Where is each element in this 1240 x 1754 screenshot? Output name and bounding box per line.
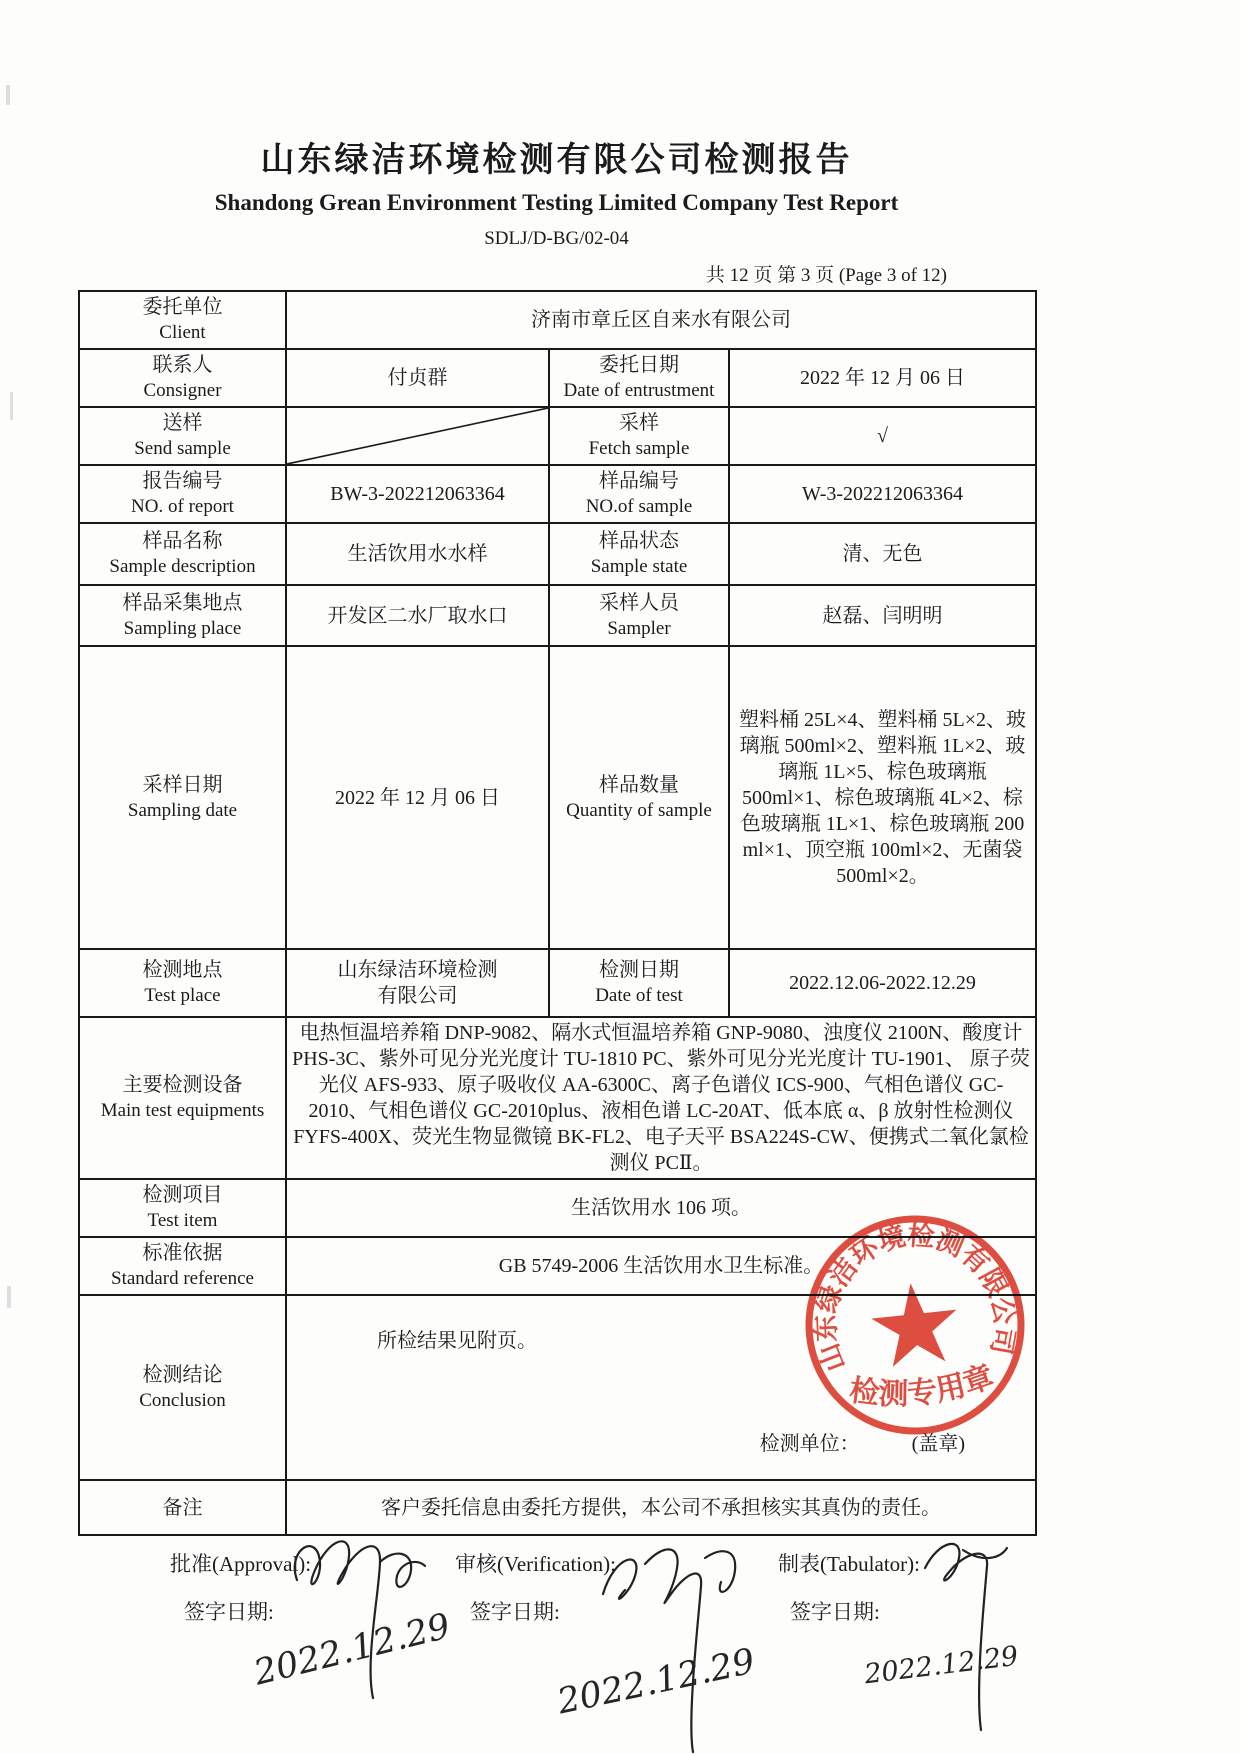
label-en: Test place xyxy=(144,985,221,1006)
sample-description-value: 生活饮用水水样 xyxy=(286,523,549,585)
verification-label: 审核(Verification): xyxy=(455,1552,616,1576)
standard-value: GB 5749-2006 生活饮用水卫生标准。 xyxy=(286,1237,1036,1295)
label-cn: 标准依据 xyxy=(142,1242,223,1264)
label-cn: 检测日期 xyxy=(599,959,679,981)
label-en: Sampling place xyxy=(123,617,242,639)
label-cn: 样品名称 xyxy=(142,530,223,552)
sample-quantity-label xyxy=(549,646,729,949)
label-en: NO.of sample xyxy=(585,496,693,517)
verification-sign-date-label: 签字日期: xyxy=(470,1600,560,1624)
tabulator-signature xyxy=(905,1522,1025,1737)
test-date-value: 2022.12.06-2022.12.29 xyxy=(729,949,1036,1017)
seal-company-name: 山东绿洁环境检测有限公司 xyxy=(810,1220,1020,1376)
sample-no-value: W-3-202212063364 xyxy=(729,465,1036,523)
conclusion-value: 所检结果见附页。 xyxy=(377,1330,537,1352)
entrustment-date-value: 2022 年 12 月 06 日 xyxy=(729,349,1036,407)
table-row xyxy=(79,349,1036,407)
tabulator-handwritten-date: 2022.12.29 xyxy=(862,1640,1020,1691)
seal-graphic xyxy=(789,1199,1042,1452)
label-cn: 检测地点 xyxy=(142,959,223,981)
label-en: Date of entrustment xyxy=(563,380,715,401)
table-row xyxy=(79,291,1036,349)
label-en: NO. of report xyxy=(131,496,234,517)
standard-label xyxy=(79,1237,286,1295)
conclusion-label xyxy=(79,1295,286,1480)
label-cn: 送样 xyxy=(162,412,203,434)
consigner-value: 付贞群 xyxy=(286,349,549,407)
test-place-line2: 有限公司 xyxy=(377,985,458,1007)
label-cn: 委托单位 xyxy=(142,296,223,318)
label-cn: 采样 xyxy=(619,412,659,434)
test-place-line1: 山东绿洁环境检测 xyxy=(337,959,498,981)
verification-signature xyxy=(585,1524,775,1754)
seal-hint: (盖章) xyxy=(911,1433,965,1455)
test-date-label xyxy=(549,949,729,1017)
verification-handwritten-date: 2022.12.29 xyxy=(554,1641,759,1723)
equipment-value: 电热恒温培养箱 DNP-9082、隔水式恒温培养箱 GNP-9080、浊度仪 2100N、酸度计 PHS-3C、紫外可见分光光度计 TU-1810 PC、紫外可见分光光度计 TU-1901、 原子荧光仪 AFS-933、原子吸收仪 AA-6300C、离子色谱仪 ICS-900、气相色谱仪 GC-2010、气相色谱仪 GC-2010plus、液相色谱 LC-20AT、低本底 α、β 放射性检测仪 FYFS-400X、荧光生物显微镜 BK-FL2、电子天平 BSA224S-CW、便携式二氧化氯检测仪 PCⅡ。 xyxy=(286,1017,1036,1179)
test-item-value: 生活饮用水 106 项。 xyxy=(286,1179,1036,1237)
send-sample-value-crossed xyxy=(286,407,549,465)
approval-label: 批准(Approval): xyxy=(170,1552,312,1576)
table-row xyxy=(79,465,1036,523)
send-sample-label xyxy=(79,407,286,465)
label-cn: 主要检测设备 xyxy=(122,1074,243,1096)
label-en: Client xyxy=(159,322,206,343)
diagonal-strike-line xyxy=(287,408,548,464)
table-row xyxy=(79,949,1036,1017)
table-row xyxy=(79,646,1036,949)
sampling-date-value: 2022 年 12 月 06 日 xyxy=(286,646,549,949)
label-cn: 样品数量 xyxy=(599,773,679,796)
tabulator-sign-date-label: 签字日期: xyxy=(790,1600,880,1624)
page-title-english: Shandong Grean Environment Testing Limited Company Test Report xyxy=(214,190,899,215)
label-en: Sampler xyxy=(607,617,671,639)
remark-label: 备注 xyxy=(79,1480,286,1535)
table-row xyxy=(79,585,1036,646)
label-en: Sample description xyxy=(109,556,256,577)
label-cn: 联系人 xyxy=(152,354,213,376)
test-place-label xyxy=(79,949,286,1017)
label-cn: 样品状态 xyxy=(599,530,679,552)
tabulator-label: 制表(Tabulator): xyxy=(778,1552,920,1576)
label-cn: 检测结论 xyxy=(142,1363,223,1386)
equipment-label xyxy=(79,1017,286,1179)
scan-artifact xyxy=(10,392,13,420)
sample-no-label xyxy=(549,465,729,523)
label-cn: 检测项目 xyxy=(142,1184,223,1206)
label-en: Date of test xyxy=(595,985,683,1006)
label-en: Fetch sample xyxy=(588,438,690,459)
sample-description-label xyxy=(79,523,286,585)
label-en: Consigner xyxy=(143,380,222,401)
label-en: Main test equipments xyxy=(100,1100,265,1121)
label-cn: 采样日期 xyxy=(142,773,223,796)
report-no-label xyxy=(79,465,286,523)
fetch-sample-label xyxy=(549,407,729,465)
scan-artifact xyxy=(6,85,10,105)
company-seal-stamp xyxy=(789,1199,1042,1452)
client-label xyxy=(79,291,286,349)
table-row xyxy=(79,523,1036,585)
page-indicator: 共 12 页 第 3 页 (Page 3 of 12) xyxy=(705,265,947,286)
consigner-label xyxy=(79,349,286,407)
report-no-value: BW-3-202212063364 xyxy=(286,465,549,523)
label-cn: 委托日期 xyxy=(599,354,679,376)
label-cn: 样品编号 xyxy=(599,470,679,492)
approval-sign-date-label: 签字日期: xyxy=(184,1600,274,1624)
sampling-date-label xyxy=(79,646,286,949)
table-row xyxy=(79,407,1036,465)
table-row xyxy=(79,1017,1036,1179)
fetch-sample-check: √ xyxy=(729,407,1036,465)
sampling-place-value: 开发区二水厂取水口 xyxy=(286,585,549,646)
test-item-label xyxy=(79,1179,286,1237)
test-unit-label: 检测单位： xyxy=(759,1433,860,1455)
table-row xyxy=(79,1480,1036,1535)
seal-star-icon xyxy=(868,1279,962,1369)
approval-handwritten-date: 2022.12.29 xyxy=(250,1606,455,1694)
test-place-value xyxy=(286,949,549,1017)
sampler-label xyxy=(549,585,729,646)
doc-code: SDLJ/D-BG/02-04 xyxy=(484,228,629,249)
label-en: Standard reference xyxy=(111,1268,254,1289)
sample-state-label xyxy=(549,523,729,585)
sampling-place-label xyxy=(79,585,286,646)
sampler-value: 赵磊、闫明明 xyxy=(729,585,1036,646)
label-cn: 报告编号 xyxy=(142,470,223,492)
client-value: 济南市章丘区自来水有限公司 xyxy=(286,291,1036,349)
label-en: Conclusion xyxy=(139,1389,226,1411)
label-en: Quantity of sample xyxy=(566,799,712,821)
sample-quantity-value: 塑料桶 25L×4、塑料桶 5L×2、玻璃瓶 500ml×2、塑料瓶 1L×2、玻璃瓶 1L×5、棕色玻璃瓶 500ml×1、棕色玻璃瓶 4L×2、棕色玻璃瓶 1L×1、棕色玻璃瓶 200 ml×1、顶空瓶 100ml×2、无菌袋 500ml×2。 xyxy=(729,646,1036,949)
label-en: Sample state xyxy=(590,556,688,577)
label-cn: 样品采集地点 xyxy=(122,591,243,614)
label-en: Test item xyxy=(147,1210,218,1231)
scan-artifact xyxy=(7,1286,11,1308)
sample-state-value: 清、无色 xyxy=(729,523,1036,585)
entrustment-date-label xyxy=(549,349,729,407)
remark-value: 客户委托信息由委托方提供，本公司不承担核实其真伪的责任。 xyxy=(286,1480,1036,1535)
seal-type-text: 检测专用章 xyxy=(847,1360,999,1412)
label-en: Send sample xyxy=(134,438,231,459)
page-title: 山东绿洁环境检测有限公司检测报告 xyxy=(260,142,853,179)
label-cn: 采样人员 xyxy=(599,591,679,614)
label-en: Sampling date xyxy=(127,799,238,821)
